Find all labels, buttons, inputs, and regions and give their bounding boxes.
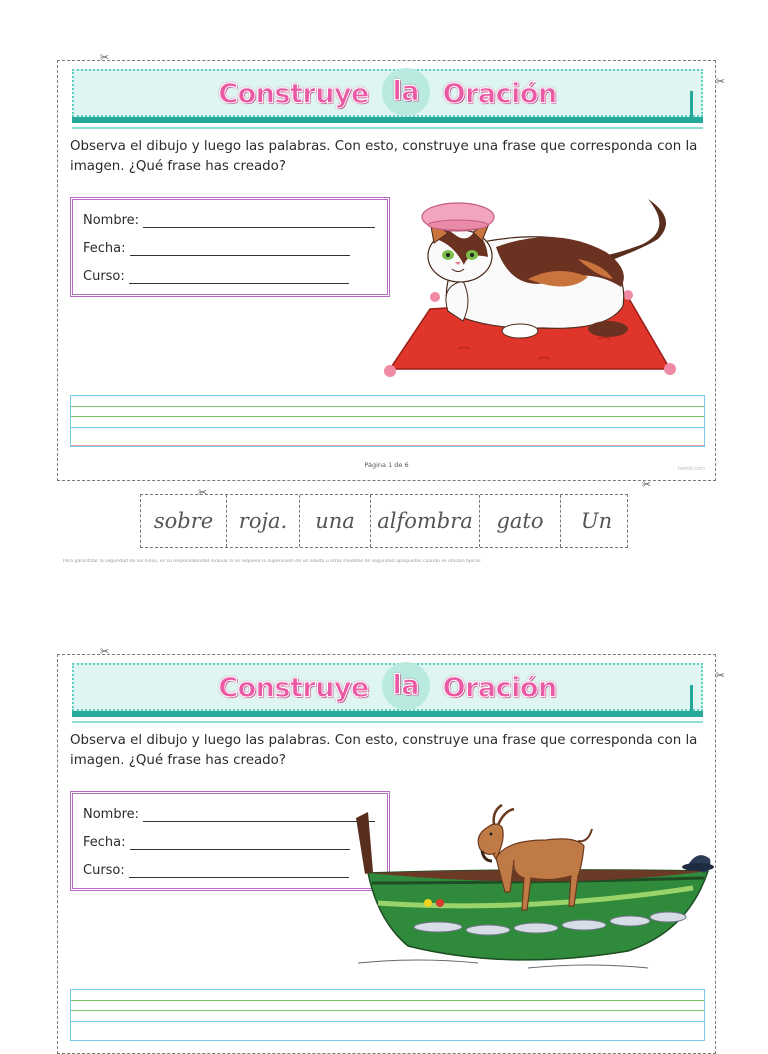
scissors-icon: ✂	[100, 51, 110, 64]
safety-disclaimer: Para garantizar la seguridad de los niños, es su responsabilidad evaluar si se requiere la supervisión de un adulto u otras medidas de seguridad apropiadas cuando se utilizan tijeras.	[63, 559, 482, 564]
writing-line	[71, 406, 704, 407]
word-cards	[140, 494, 628, 548]
page-title	[74, 74, 701, 116]
date-field[interactable]	[130, 241, 350, 256]
title-word: Oración	[442, 672, 557, 704]
brand-mark: twinkl.com	[677, 466, 705, 472]
title-word: Construye	[218, 672, 369, 704]
course-row	[83, 262, 377, 290]
writing-line	[71, 445, 704, 446]
instructions-text: Observa el dibujo y luego las palabras. Con esto, construye una frase que corresponda con la imagen. ¿Qué frase has creado?	[70, 139, 698, 174]
scissors-icon: ✂	[100, 645, 110, 658]
title-word: Oración	[442, 78, 557, 110]
word-card[interactable]: roja.	[227, 495, 300, 547]
writing-line	[71, 1010, 704, 1011]
banner-rail	[72, 721, 703, 723]
goat-in-green-boat-icon	[348, 803, 718, 978]
title-word: la	[382, 662, 430, 710]
answer-writing-lines[interactable]	[70, 395, 705, 447]
word-card[interactable]: sobre	[141, 495, 227, 547]
course-label: Curso:	[83, 268, 125, 284]
date-label: Fecha:	[83, 240, 126, 256]
course-field[interactable]	[129, 269, 349, 284]
word-card[interactable]: una	[300, 495, 371, 547]
title-word: Construye	[218, 78, 369, 110]
scissors-icon: ✂	[715, 75, 725, 88]
name-label: Nombre:	[83, 806, 140, 822]
date-label: Fecha:	[83, 834, 126, 850]
course-label: Curso:	[83, 862, 125, 878]
scissors-icon: ✂	[642, 478, 652, 491]
date-field[interactable]	[130, 835, 350, 850]
title-word: la	[382, 68, 430, 116]
date-row	[83, 828, 377, 856]
worksheet-page-1	[57, 51, 725, 481]
word-card[interactable]: Un	[580, 509, 613, 533]
page-number: Página 1 de 6	[364, 461, 409, 469]
writing-line	[71, 416, 704, 417]
title-banner	[72, 69, 703, 117]
worksheet-page-2	[57, 645, 725, 1054]
name-label: Nombre:	[83, 212, 140, 228]
name-field[interactable]	[143, 807, 375, 822]
scissors-icon: ✂	[198, 486, 208, 499]
banner-rail	[72, 127, 703, 129]
instructions-text: Observa el dibujo y luego las palabras. Con esto, construye una frase que corresponda con la imagen. ¿Qué frase has creado?	[70, 733, 698, 768]
writing-line	[71, 1000, 704, 1001]
answer-writing-lines[interactable]	[70, 989, 705, 1041]
name-field[interactable]	[143, 213, 375, 228]
name-row	[83, 206, 377, 234]
name-row	[83, 800, 377, 828]
course-field[interactable]	[129, 863, 349, 878]
writing-line	[71, 427, 704, 428]
page-title	[74, 668, 701, 710]
scissors-icon: ✂	[715, 669, 725, 682]
writing-line	[71, 1021, 704, 1022]
banner-bar	[72, 711, 703, 717]
word-card[interactable]: gato	[480, 495, 561, 547]
banner-bar	[72, 117, 703, 123]
word-card[interactable]: alfombra	[371, 495, 480, 547]
student-info-box	[70, 791, 390, 891]
title-banner	[72, 663, 703, 711]
cat-on-red-rug-icon	[378, 199, 678, 381]
student-info-box	[70, 197, 390, 297]
date-row	[83, 234, 377, 262]
course-row	[83, 856, 377, 884]
